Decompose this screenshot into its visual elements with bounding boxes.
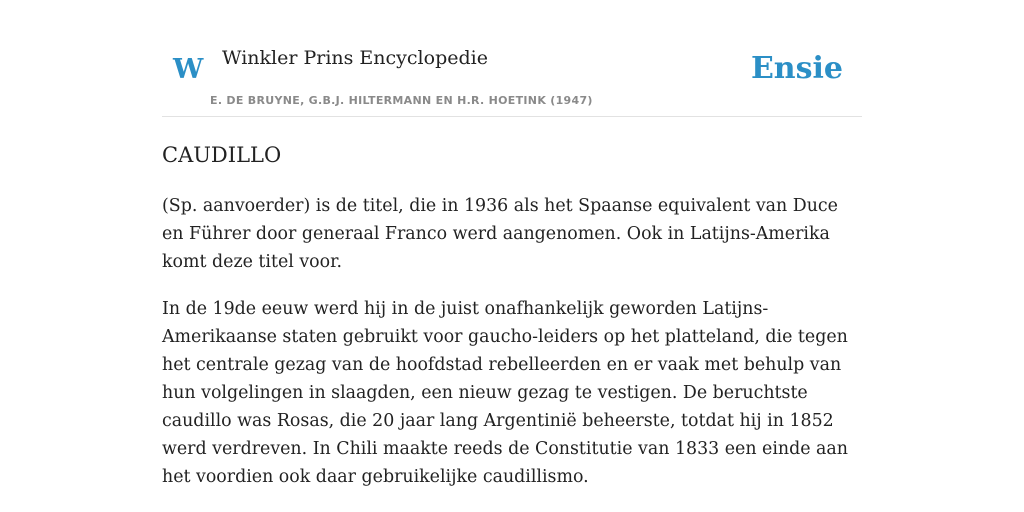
page [162, 0, 862, 512]
article-body [162, 192, 862, 510]
article-paragraph: (Sp. aanvoerder) is de titel, die in 1936 als het Spaanse equivalent van Duce en Führer door generaal Franco werd aangenomen. Ook in Latijns-Amerika komt deze titel voor. [162, 196, 838, 272]
header [162, 0, 862, 117]
site-title[interactable]: Winkler Prins Encyclopedie [222, 47, 488, 69]
entry-title: CAUDILLO [162, 143, 282, 167]
winkler-prins-logo[interactable]: W [173, 54, 204, 85]
ensie-logo[interactable]: Ensie [750, 51, 843, 86]
authors-line: E. DE BRUYNE, G.B.J. HILTERMANN EN H.R. HOETINK (1947) [210, 94, 593, 107]
article-paragraph: In de 19de eeuw werd hij in de juist onafhankelijk geworden Latijns-Amerikaanse staten gebruikt voor gaucho-leiders op het platteland, die tegen het centrale gezag van de hoofdstad rebelleerden en er vaak met behulp van hun volgelingen in slaagden, een nieuw gezag te vestigen. De beruchtste caudillo was Rosas, die 20 jaar lang Argentinië beheerste, totdat hij in 1852 werd verdreven. In Chili maakte reeds de Constitutie van 1833 een einde aan het voordien ook daar gebruikelijke caudillismo. [162, 299, 848, 487]
